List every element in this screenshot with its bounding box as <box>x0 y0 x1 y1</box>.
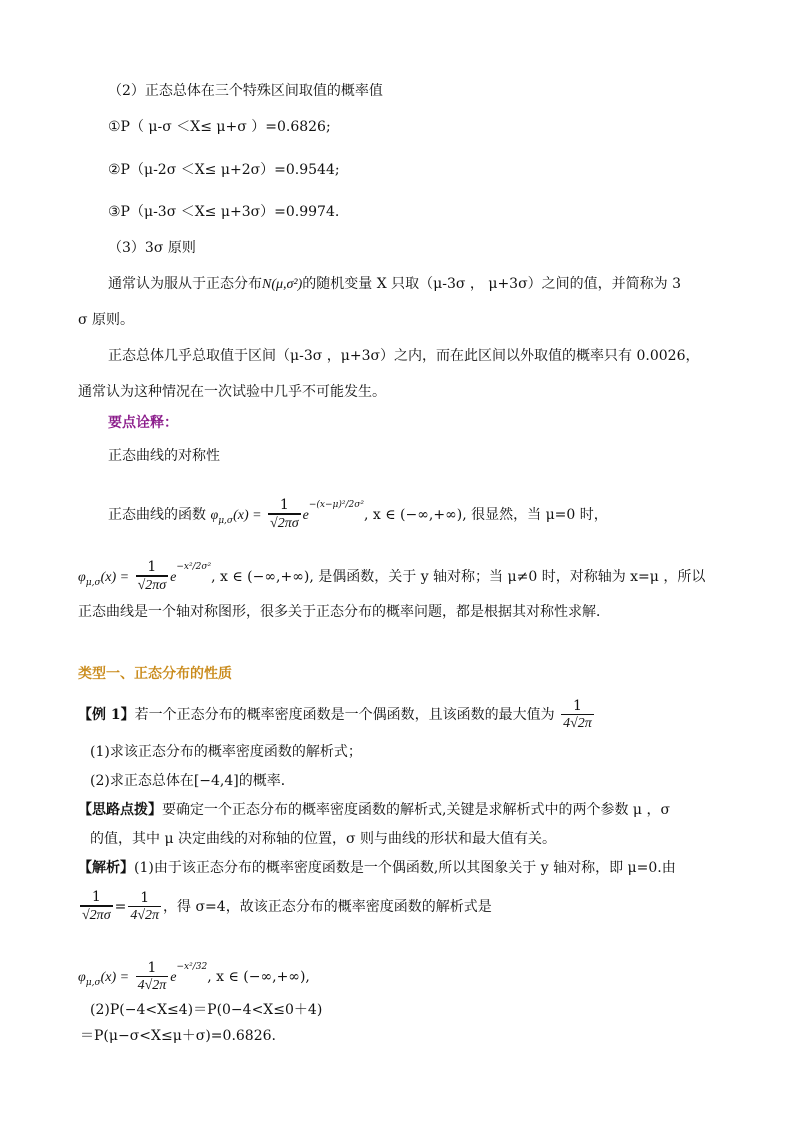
section-heading-special-intervals: （2）正态总体在三个特殊区间取值的概率值 <box>108 83 383 99</box>
interval-paragraph-line-1: 正态总体几乎总取值于区间（μ-3σ ，μ+3σ）之内，而在此区间以外取值的概率只有 0.0026， <box>108 348 700 364</box>
fraction-max-value: $\frac{1}{4√2\pi}$ <box>563 697 592 731</box>
probability-two-sigma: ②P（μ-2σ ＜X≤ μ+2σ）=0.9544; <box>108 162 340 178</box>
key-points-heading: 要点诠释： <box>108 415 178 431</box>
solution-density-function: $\varphi_{\mu,\sigma}(x)$ = $\frac{1}{4√2\pi}$ $e^{-x^2/32}$, x ∈ (−∞,+∞), <box>78 959 310 993</box>
even-function-formula-line: $\varphi_{\mu,\sigma}(x)$ = $\frac{1}{√2\pi\sigma}$ $e^{-x^2/2\sigma^2}$, x ∈ (−∞,+∞), 是偶函数，关于 y 轴对称；当 μ≠0 时，对称轴为 x=μ ，所以 <box>78 559 706 593</box>
fraction-one-over-sqrt2pi-sigma: $\frac{1}{√2\pi\sigma}$ <box>270 497 299 531</box>
symmetry-subheading: 正态曲线的对称性 <box>108 448 220 464</box>
example-1-question-2: (2)求正态总体在[−4,4]的概率． <box>90 773 295 789</box>
fraction-lhs: $\frac{1}{√2\pi\sigma}$ <box>82 889 111 923</box>
probability-three-sigma: ③P（μ-3σ ＜X≤ μ+3σ）=0.9974. <box>108 204 340 220</box>
hint-line-1: 【思路点拨】要确定一个正态分布的概率密度函数的解析式,关键是求解析式中的两个参数 μ ，σ <box>78 802 671 818</box>
fraction-one-over-4sqrt2pi: $\frac{1}{4√2\pi}$ <box>137 959 167 993</box>
probability-one-sigma: ①P（ μ-σ ＜X≤ μ+σ ）=0.6826; <box>108 119 331 135</box>
solution-part-2-line-1: (2)P(−4<X≤4)＝P(0−4<X≤0＋4) <box>90 1002 323 1018</box>
phi-symbol: φ <box>210 508 219 523</box>
example-1-statement: 【例 1】若一个正态分布的概率密度函数是一个偶函数，且该函数的最大值为 $\frac{1}{4√2\pi}$ <box>78 697 592 731</box>
3sigma-paragraph-line-2: σ 原则。 <box>78 312 135 328</box>
fraction-rhs: $\frac{1}{4√2\pi}$ <box>130 889 160 923</box>
type-one-heading: 类型一、正态分布的性质 <box>78 666 232 682</box>
solution-equation-sigma: $\frac{1}{√2\pi\sigma}$ = $\frac{1}{4√2\pi}$ ，得 σ=4，故该正态分布的概率密度函数的解析式是 <box>82 889 492 923</box>
normal-curve-formula-line: 正态曲线的函数 $\varphi_{\mu,\sigma}(x)$ = $\frac{1}{√2\pi\sigma}$ $e^{-(x-\mu)^2/2\sigma^2}$, x ∈ (−∞,+∞), 很显然，当 μ=0 时， <box>108 497 608 531</box>
symmetry-conclusion: 正态曲线是一个轴对称图形，很多关于正态分布的概率问题，都是根据其对称性求解． <box>78 604 610 620</box>
solution-part-2-line-2: ＝P(μ−σ<X≤μ＋σ)=0.6826. <box>80 1028 276 1044</box>
section-heading-3sigma-rule: （3）3σ 原则 <box>108 240 196 256</box>
solution-line-1: 【解析】(1)由于该正态分布的概率密度函数是一个偶函数,所以其图象关于 y 轴对称，即 μ=0.由 <box>78 860 676 876</box>
example-1-question-1: (1)求该正态分布的概率密度函数的解析式； <box>90 744 362 760</box>
interval-paragraph-line-2: 通常认为这种情况在一次试验中几乎不可能发生。 <box>78 384 386 400</box>
hint-line-2: 的值，其中 μ 决定曲线的对称轴的位置，σ 则与曲线的形状和最大值有关。 <box>90 831 557 847</box>
3sigma-paragraph-line-1: 通常认为服从于正态分布N(μ,σ²)的随机变量 X 只取（μ-3σ ， μ+3σ）之间的值，并简称为 3 <box>108 276 682 292</box>
fraction-one-over-sqrt2pi-sigma-2: $\frac{1}{√2\pi\sigma}$ <box>137 559 167 593</box>
